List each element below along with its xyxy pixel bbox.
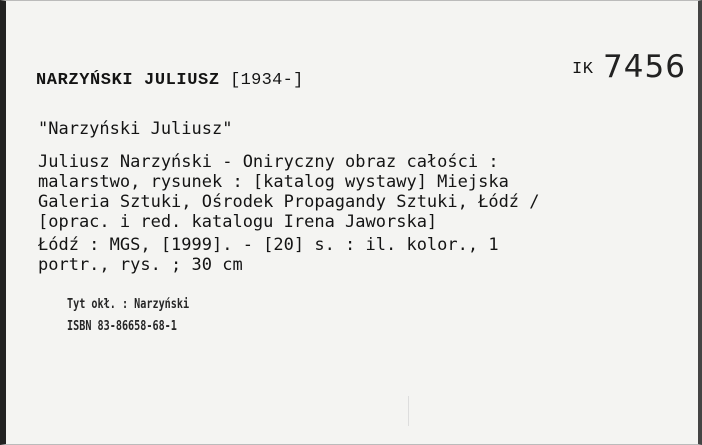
quoted-name: "Narzyński Juliusz" bbox=[38, 119, 233, 139]
description-line-4: [oprac. i red. katalogu Irena Jaworska] bbox=[38, 212, 438, 232]
card-heading bbox=[36, 71, 304, 90]
call-number-value: 7456 bbox=[603, 49, 686, 85]
call-number-prefix: IK bbox=[572, 60, 594, 79]
note-title-cover: Tyt okł. : Narzyński bbox=[67, 297, 190, 312]
description-line-1: Juliusz Narzyński - Oniryczny obraz całości : bbox=[38, 152, 499, 172]
call-number bbox=[572, 45, 686, 85]
description-line-2: malarstwo, rysunek : [katalog wystawy] Miejska bbox=[38, 172, 509, 192]
paper-mark bbox=[408, 396, 409, 426]
description-line-6: portr., rys. ; 30 cm bbox=[38, 255, 243, 275]
description-line-5: Łódź : MGS, [1999]. - [20] s. : il. kolor., 1 bbox=[38, 235, 499, 255]
description-line-3: Galeria Sztuki, Ośrodek Propagandy Sztuki, Łódź / bbox=[38, 192, 540, 212]
author-dates: [1934-] bbox=[230, 71, 304, 90]
author-name: NARZYŃSKI JULIUSZ bbox=[36, 71, 220, 90]
note-isbn: ISBN 83-86658-68-1 bbox=[67, 319, 177, 334]
